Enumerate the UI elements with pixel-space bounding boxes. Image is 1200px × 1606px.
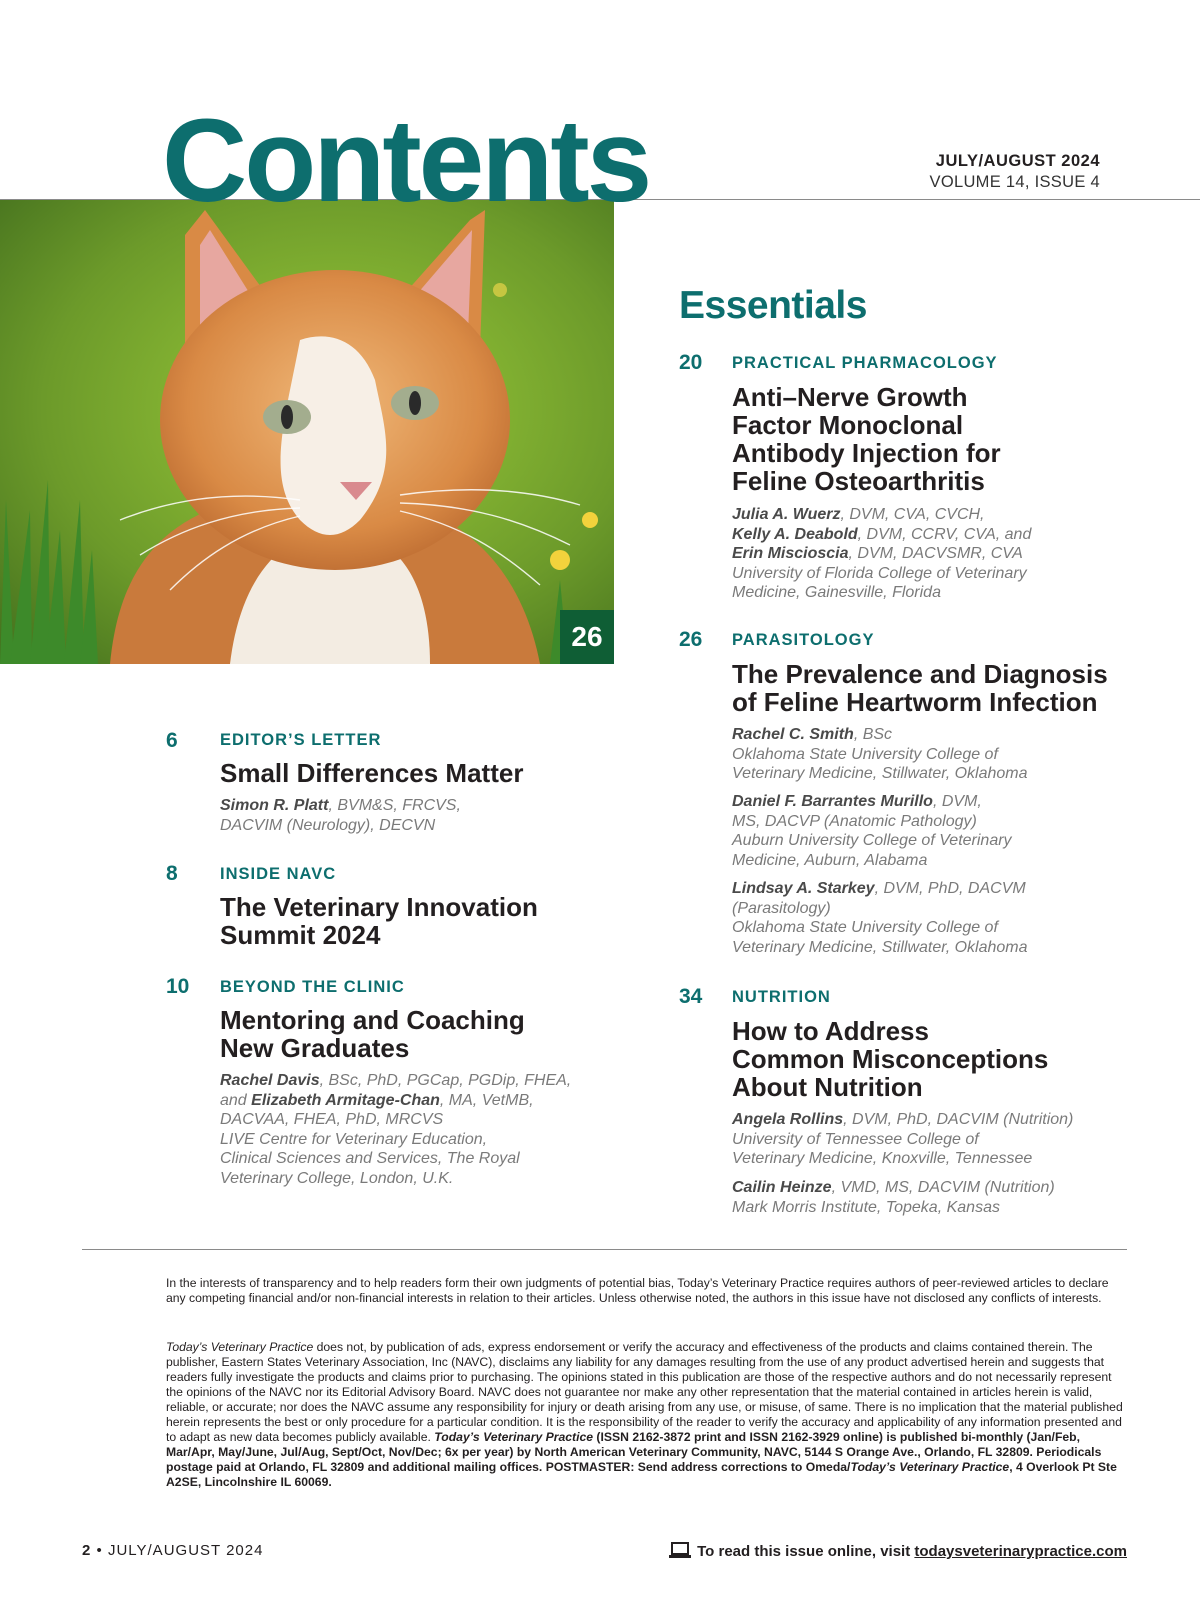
toc-article-title[interactable]: The Prevalence and Diagnosis of Feline Heartworm Infection [732,659,1108,717]
publisher-disclaimer: Today’s Veterinary Practice does not, by publication of ads, express endorsement or verify the accuracy and effectiveness of the products and claims contained therein. The publisher, Eastern States Veterinary Association, Inc (NAVC), disclaims any liability for any damages resulting from the use of any product advertised herein and suggests that readers fully investigate the products and claims prior to purchasing. The opinions stated in this publication are those of the respective authors and do not necessarily represent the opinions of the NAVC nor its Editorial Advisory Board. NAVC does not guarantee nor make any other representation that the material contained in articles herein is valid, reliable, or accurate; nor does the NAVC assume any responsibility for injury or death arising from any use, or misuse, of same. There is no implication that the material published herein represents the best or only procedure for a particular condition. It is the responsibility of the reader to verify the accuracy and applicability of any information presented and to adapt as new data becomes publicly available. Today’s Veterinary Practice (ISSN 2162-3872 print and ISSN 2162-3929 online) is published bi-monthly (Jan/Feb, Mar/Apr, May/June, Jul/Aug, Sept/Oct, Nov/Dec; 6x per year) by North American Veterinary Community, NAVC, 5144 S Orange Ave., Orlando, FL 32809. Periodicals postage paid at Orlando, FL 32809 and additional mailing offices. POSTMASTER: Send address corrections to Omeda/Today’s Veterinary Practice, 4 Overlook Pt Ste A2SE, Lincolnshire IL 60069. [166,1340,1123,1489]
cat-photo [0,200,614,664]
toc-article-title[interactable]: Mentoring and Coaching New Graduates [220,1005,525,1063]
toc-byline: Daniel F. Barrantes Murillo, DVM, MS, DACVP (Anatomic Pathology) Auburn University College of Veterinary Medicine, Auburn, Alabama [732,793,1012,869]
toc-byline: Simon R. Platt, BVM&S, FRCVS, DACVIM (Neurology), DECVN [220,797,461,834]
toc-department: PRACTICAL PHARMACOLOGY [732,354,998,372]
toc-department: NUTRITION [732,988,831,1006]
essentials-heading: Essentials [679,284,867,327]
toc-page-number: 26 [679,628,703,651]
toc-byline: Rachel Davis, BSc, PhD, PGCap, PGDip, FHEA, and Elizabeth Armitage-Chan, MA, VetMB, DACVAA, FHEA, PhD, MRCVS LIVE Centre for Veterinary Education, Clinical Sciences and Services, The Royal Veterinary College, London, U.K. [220,1072,572,1187]
toc-page-number: 10 [166,975,190,998]
toc-page-number: 6 [166,729,178,752]
toc-byline: Angela Rollins, DVM, PhD, DACVIM (Nutrition) University of Tennessee College of Veterinary Medicine, Knoxville, Tennessee [732,1111,1074,1167]
folio-page-number: 2 [82,1542,92,1559]
issue-date: JULY/AUGUST 2024 [935,152,1100,170]
toc-page-number: 34 [679,985,703,1008]
folio-separator: • [96,1542,103,1559]
read-online: To read this issue online, visit todaysveterinarypractice.com [669,1542,1127,1563]
toc-page-number: 20 [679,351,703,374]
laptop-icon [669,1542,691,1563]
disclosure-paragraph: In the interests of transparency and to help readers form their own judgments of potential bias, Today’s Veterinary Practice requires authors of peer-reviewed articles to declare any competing financial and/or non-financial interests in relation to their articles. Unless otherwise noted, the authors in this issue have not disclosed any conflicts of interests. [166,1276,1109,1305]
folio-issue: JULY/AUGUST 2024 [107,1542,264,1559]
toc-department: PARASITOLOGY [732,631,875,649]
website-link[interactable]: todaysveterinarypractice.com [914,1543,1127,1560]
issue-volume: VOLUME 14, ISSUE 4 [929,173,1100,191]
toc-department: BEYOND THE CLINIC [220,978,405,996]
toc-page-number: 8 [166,862,178,885]
page-title: Contents [162,95,650,227]
toc-department: INSIDE NAVC [220,865,337,883]
photo-page-badge: 26 [560,610,614,664]
folio [82,1542,263,1559]
toc-article-title[interactable]: Small Differences Matter [220,758,524,788]
toc-article-title[interactable]: Anti–Nerve Growth Factor Monoclonal Antibody Injection for Feline Osteoarthritis [732,382,1001,496]
toc-article-title[interactable]: The Veterinary Innovation Summit 2024 [220,892,538,950]
toc-byline: Lindsay A. Starkey, DVM, PhD, DACVM (Parasitology) Oklahoma State University College of Veterinary Medicine, Stillwater, Oklahoma [732,880,1028,956]
footer-rule [82,1249,1127,1250]
toc-byline: Cailin Heinze, VMD, MS, DACVIM (Nutrition) Mark Morris Institute, Topeka, Kansas [732,1179,1055,1216]
toc-article-title[interactable]: How to Address Common Misconceptions About Nutrition [732,1016,1049,1102]
toc-byline: Julia A. Wuerz, DVM, CVA, CVCH, Kelly A. Deabold, DVM, CCRV, CVA, and Erin Miscioscia, DVM, DACVSMR, CVA University of Florida College of Veterinary Medicine, Gainesville, Florida [732,506,1032,601]
toc-byline: Rachel C. Smith, BSc Oklahoma State University College of Veterinary Medicine, Stillwater, Oklahoma [732,726,1028,782]
toc-department: EDITOR’S LETTER [220,731,382,749]
